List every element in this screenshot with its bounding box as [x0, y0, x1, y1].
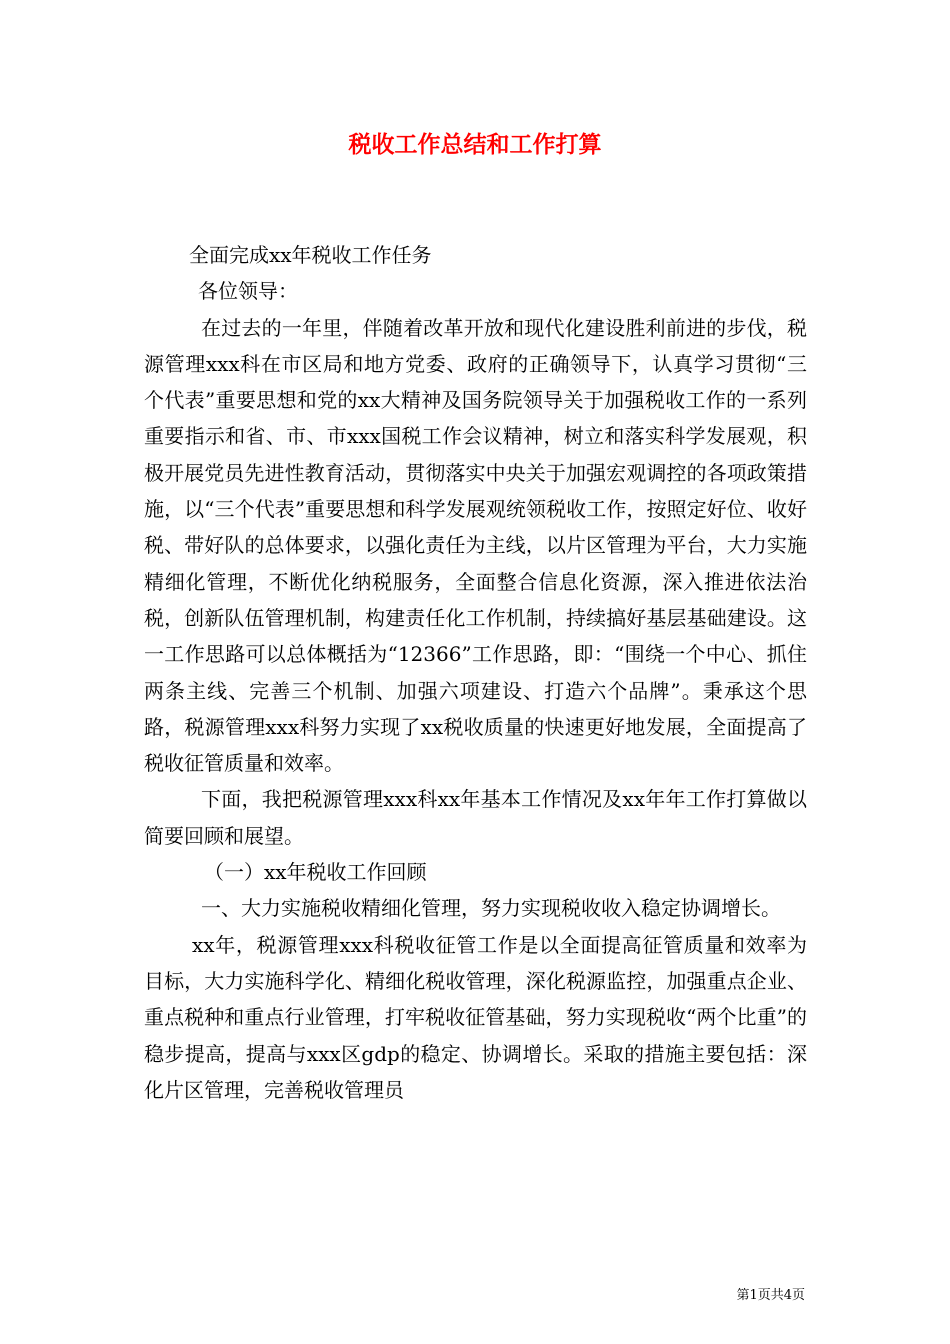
document-subtitle: 全面完成xx年税收工作任务 [189, 243, 432, 267]
paragraph-overview: 下面，我把税源管理xxx科xx年基本工作情况及xx年年工作打算做以简要回顾和展望。 [144, 787, 807, 848]
paragraph-review-intro: 在过去的一年里，伴随着改革开放和现代化建设胜利前进的步伐，税源管理xxx科在市区局和地方党委、政府的正确领导下，认真学习贯彻“三个代表”重要思想和党的xx大精神及国务院领导关于加强税收工作的一系列重要指示和省、市、市xxx国税工作会议精神，树立和落实科学发展观，积极开展党员先进性教育活动，贯彻落实中央关于加强宏观调控的各项政策措施，以“三个代表”重要思想和科学发展观统领税收工作，按照定好位、收好税、带好队的总体要求，以强化责任为主线，以片区管理为平台，大力实施精细化管理，不断优化纳税服务，全面整合信息化资源，深入推进依法治税，创新队伍管理机制，构建责任化工作机制，持续搞好基层基础建设。这一工作思路可以总体概括为“12366”工作思路，即：“围绕一个中心、抓住两条主线、完善三个机制、加强六项建设、打造六个品牌”。秉承这个思路，税源管理xxx科努力实现了xx税收质量的快速更好地发展，全面提高了税收征管质量和效率。 [144, 315, 807, 776]
item-paragraph: xx年，税源管理xxx科税收征管工作是以全面提高征管质量和效率为目标，大力实施科学化、精细化税收管理，深化税源监控，加强重点企业、重点税种和重点行业管理，打牢税收征管基础，努力实现税收“两个比重”的稳步提高，提高与xxx区gdp的稳定、协调增长。采取的措施主要包括：深化片区管理，完善税收管理员 [144, 932, 807, 1102]
salutation: 各位领导： [198, 279, 298, 304]
item-heading: 一、大力实施税收精细化管理，努力实现税收收入稳定协调增长。 [201, 896, 781, 921]
section-heading: （一）xx年税收工作回顾 [204, 860, 427, 885]
document-title: 税收工作总结和工作打算 [348, 131, 602, 158]
page-number: 第1页共4页 [736, 1288, 805, 1303]
document-body [144, 237, 807, 1108]
